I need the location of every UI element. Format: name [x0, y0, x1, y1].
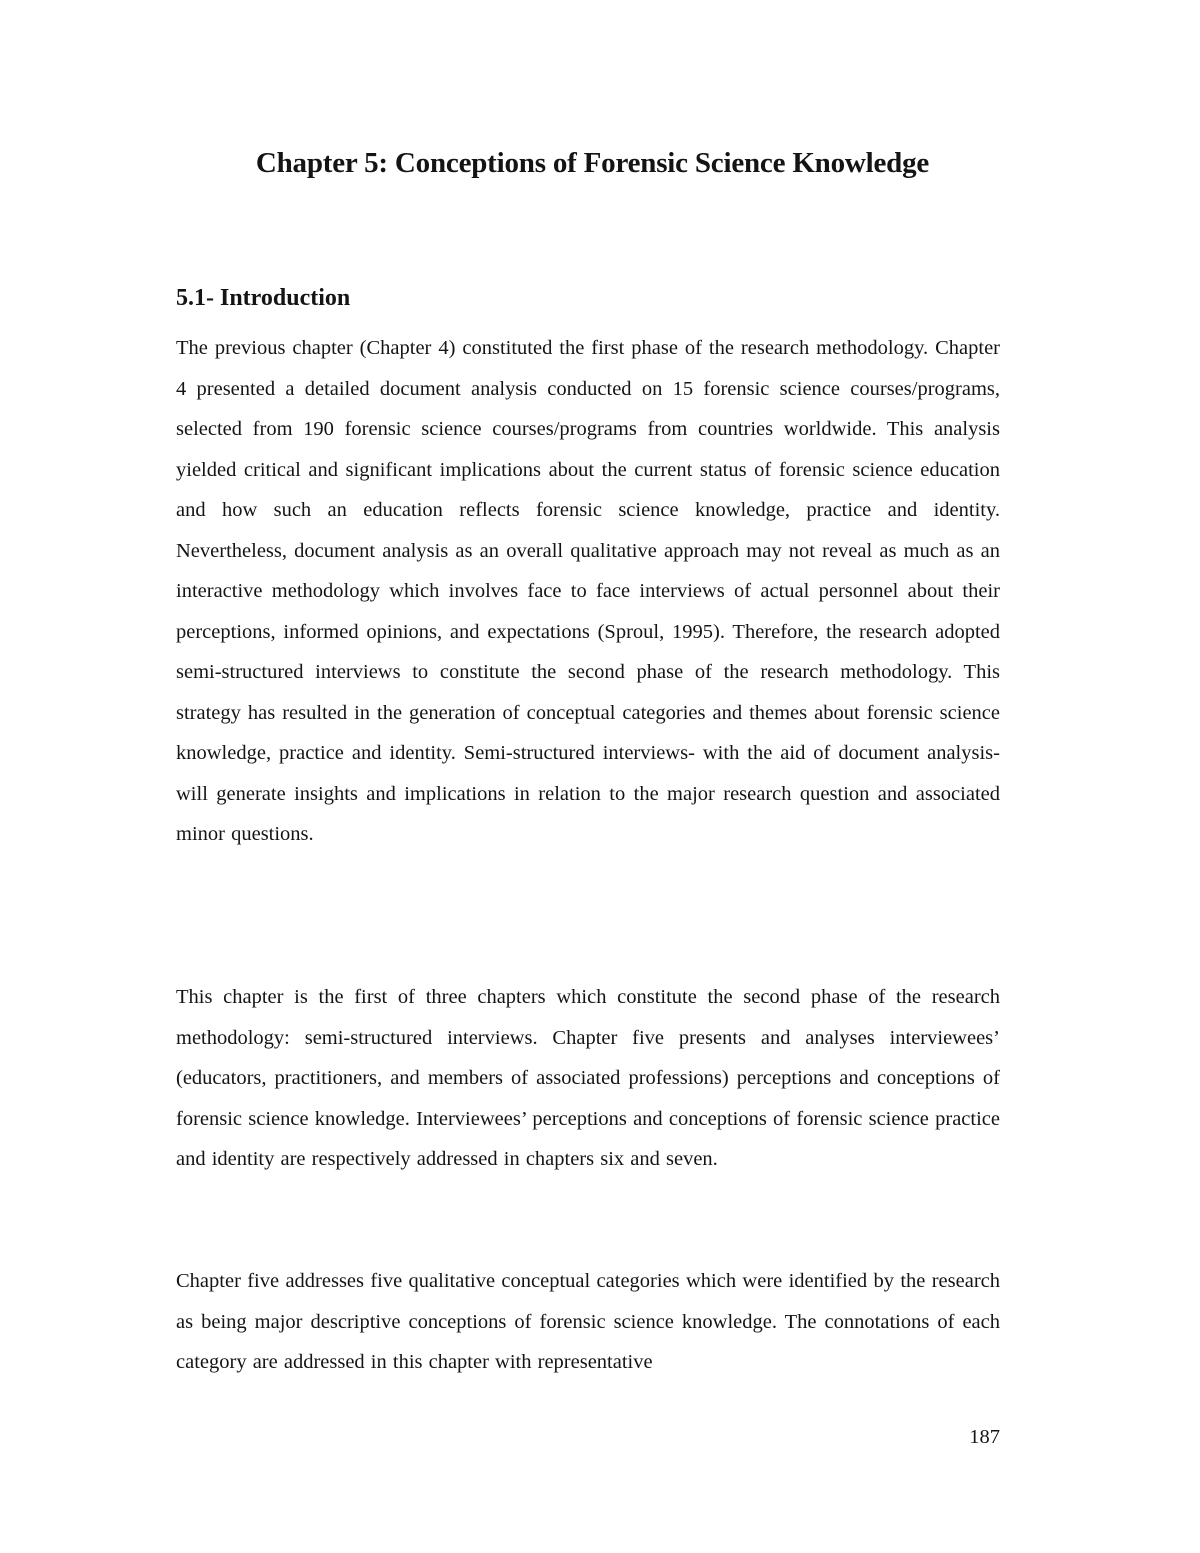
page-number: 187	[969, 1426, 1000, 1448]
chapter-title: Chapter 5: Conceptions of Forensic Science Knowledge	[255, 147, 930, 179]
body-paragraph: This chapter is the first of three chapters which constitute the second phase of the research methodology: semi-structured interviews. Chapter five presents and analyses interviewees’ (educators, practitioners, and members of associated professions) perceptions and conceptions of forensic science knowledge. Interviewees’ perceptions and conceptions of forensic science practice and identity are respectively addressed in chapters six and seven.	[176, 986, 1000, 1170]
body-paragraph: Chapter five addresses five qualitative conceptual categories which were identified by the research as being major descriptive conceptions of forensic science knowledge. The connotations of each category are addressed in this chapter with representative	[176, 1270, 1000, 1373]
section-heading: 5.1- Introduction	[176, 285, 351, 311]
body-paragraph: The previous chapter (Chapter 4) constituted the first phase of the research methodology. Chapter 4 presented a detailed document analysis conducted on 15 forensic science courses/programs, selected from 190 forensic science courses/programs from countries worldwide. This analysis yielded critical and significant implications about the current status of forensic science education and how such an education reflects forensic science knowledge, practice and identity. Nevertheless, document analysis as an overall qualitative approach may not reveal as much as an interactive methodology which involves face to face interviews of actual personnel about their perceptions, informed opinions, and expectations (Sproul, 1995). Therefore, the research adopted semi-structured interviews to constitute the second phase of the research methodology. This strategy has resulted in the generation of conceptual categories and themes about forensic science knowledge, practice and identity. Semi-structured interviews- with the aid of document analysis- will generate insights and implications in relation to the major research question and associated minor questions.	[176, 337, 1000, 845]
